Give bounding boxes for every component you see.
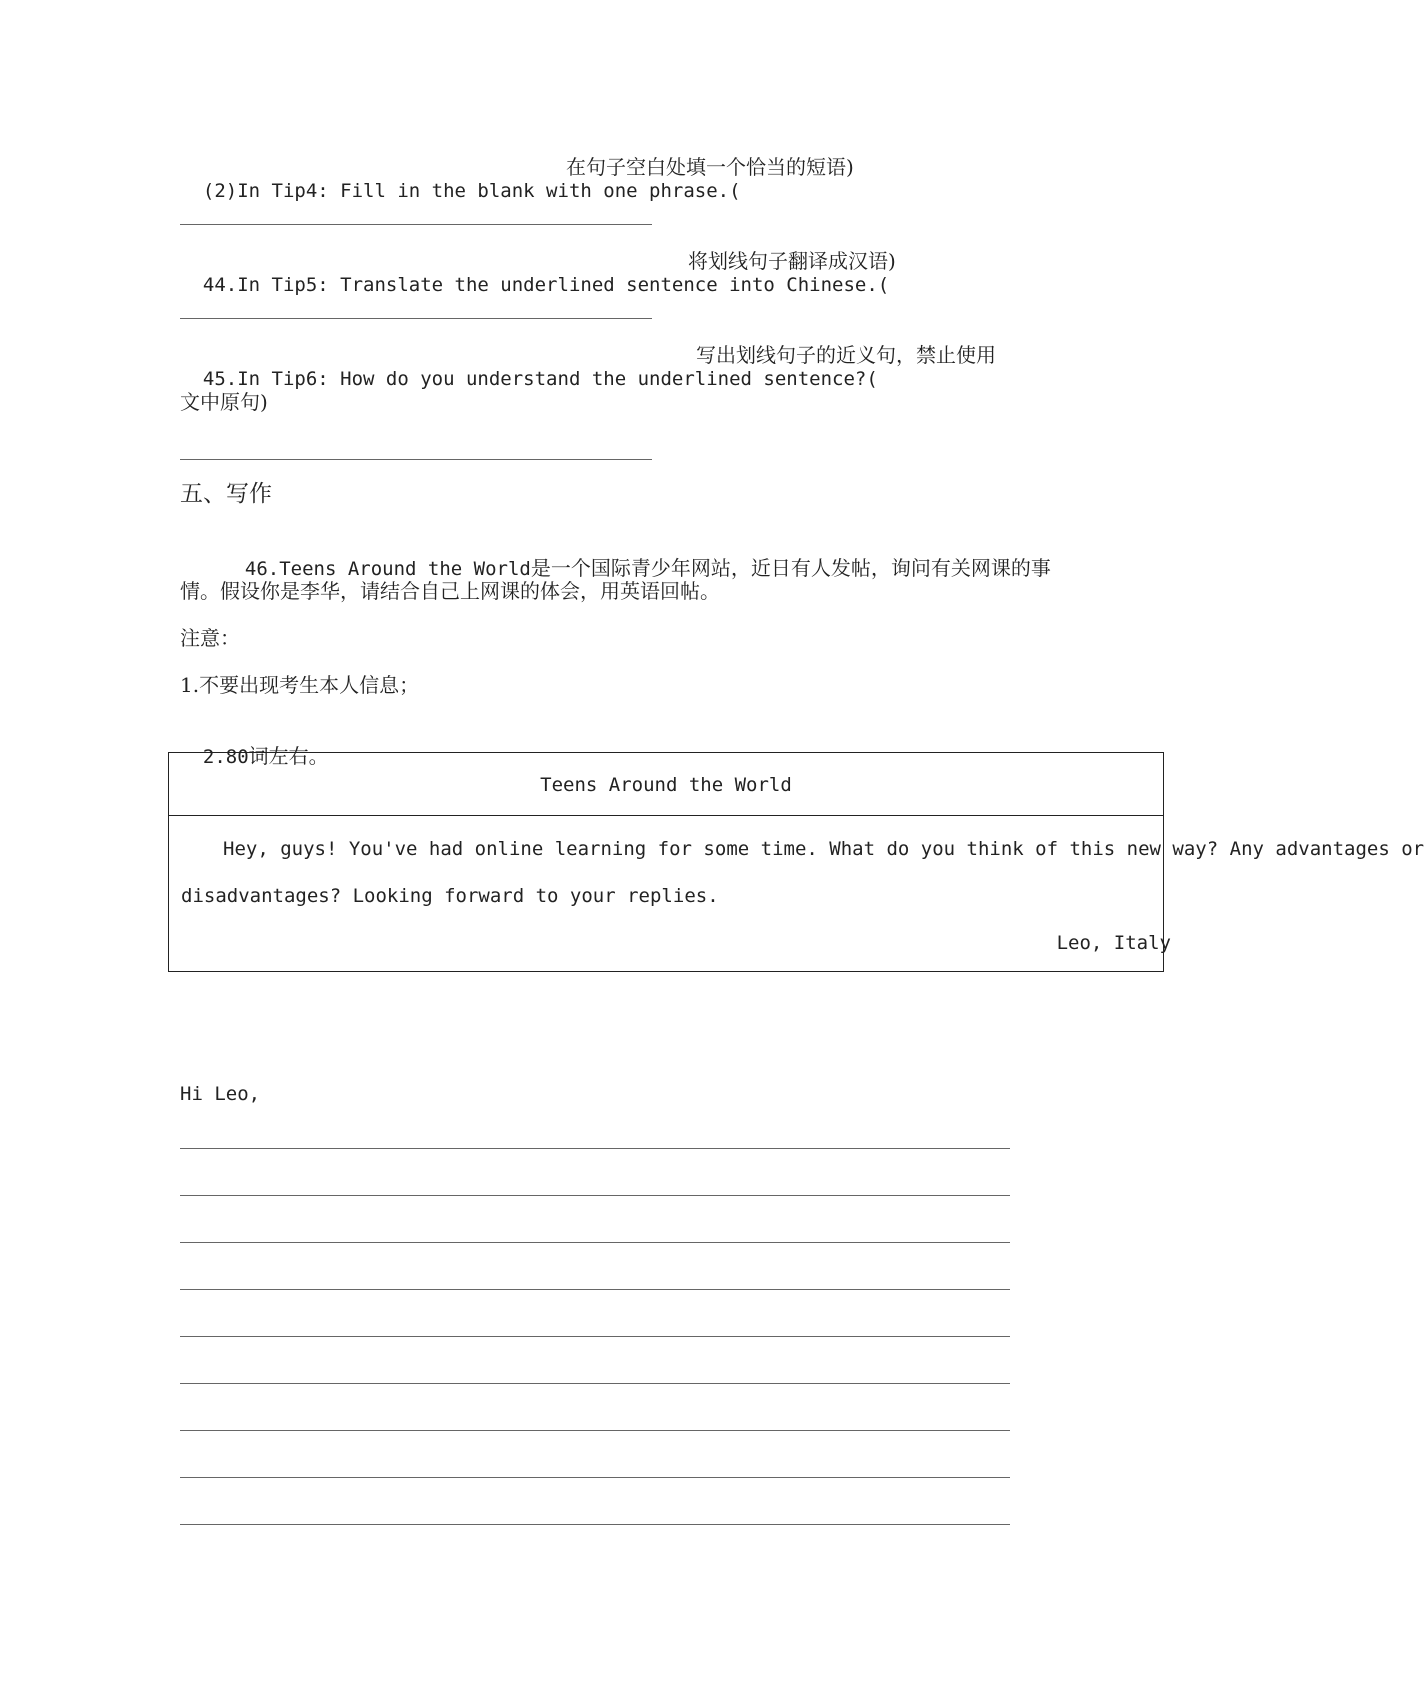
section-heading-writing: 五、写作: [180, 481, 272, 507]
forum-post-header: [169, 753, 1163, 816]
answer-line-43-2[interactable]: [180, 224, 652, 225]
question-45-cn: 写出划线句子的近义句，禁止使用: [696, 343, 996, 367]
writing-line[interactable]: [180, 1383, 1010, 1384]
writing-line[interactable]: [180, 1336, 1010, 1337]
question-45-cn-cont: 文中原句): [180, 390, 268, 414]
writing-line[interactable]: [180, 1524, 1010, 1525]
answer-line-45[interactable]: [180, 459, 652, 460]
forum-post-body-line2: disadvantages? Looking forward to your replies.: [181, 885, 719, 907]
question-45-text: 45.In Tip6: How do you understand the underlined sentence?(: [202, 368, 878, 390]
writing-line[interactable]: [180, 1430, 1010, 1431]
question-43-2-text: (2)In Tip4: Fill in the blank with one phrase.(: [202, 180, 741, 202]
note-item-1: 1.不要出现考生本人信息；: [180, 673, 420, 697]
writing-line[interactable]: [180, 1477, 1010, 1478]
question-46-line1: [222, 532, 1051, 581]
forum-post-signature: Leo, Italy: [1056, 932, 1171, 954]
answer-line-44[interactable]: [180, 318, 652, 319]
writing-line[interactable]: [180, 1148, 1010, 1149]
note-item-2-number: 2.80: [202, 746, 249, 768]
writing-line[interactable]: [180, 1242, 1010, 1243]
question-46-line2: 情。假设你是李华，请结合自己上网课的体会，用英语回帖。: [180, 579, 720, 603]
writing-line[interactable]: [180, 1195, 1010, 1196]
writing-line[interactable]: [180, 1289, 1010, 1290]
question-44-text: 44.In Tip5: Translate the underlined sentence into Chinese.(: [202, 274, 890, 296]
reply-greeting: Hi Leo,: [180, 1083, 261, 1105]
question-43-2-cn: 在句子空白处填一个恰当的短语): [566, 155, 854, 179]
forum-post-box: [168, 752, 1424, 972]
note-item-2-text: 词左右。: [248, 744, 329, 768]
question-44-cn: 将划线句子翻译成汉语): [688, 249, 896, 273]
forum-post-body-line1: Hey, guys! You've had online learning for some time. What do you think of this new way? Any advantages or: [223, 838, 1424, 860]
forum-post-title: Teens Around the World: [540, 774, 792, 796]
note-label: 注意：: [180, 626, 240, 650]
question-46-site-name: 46.Teens Around the World: [244, 558, 531, 580]
question-46-desc: 是一个国际青少年网站，近日有人发帖，询问有关网课的事: [530, 556, 1051, 580]
